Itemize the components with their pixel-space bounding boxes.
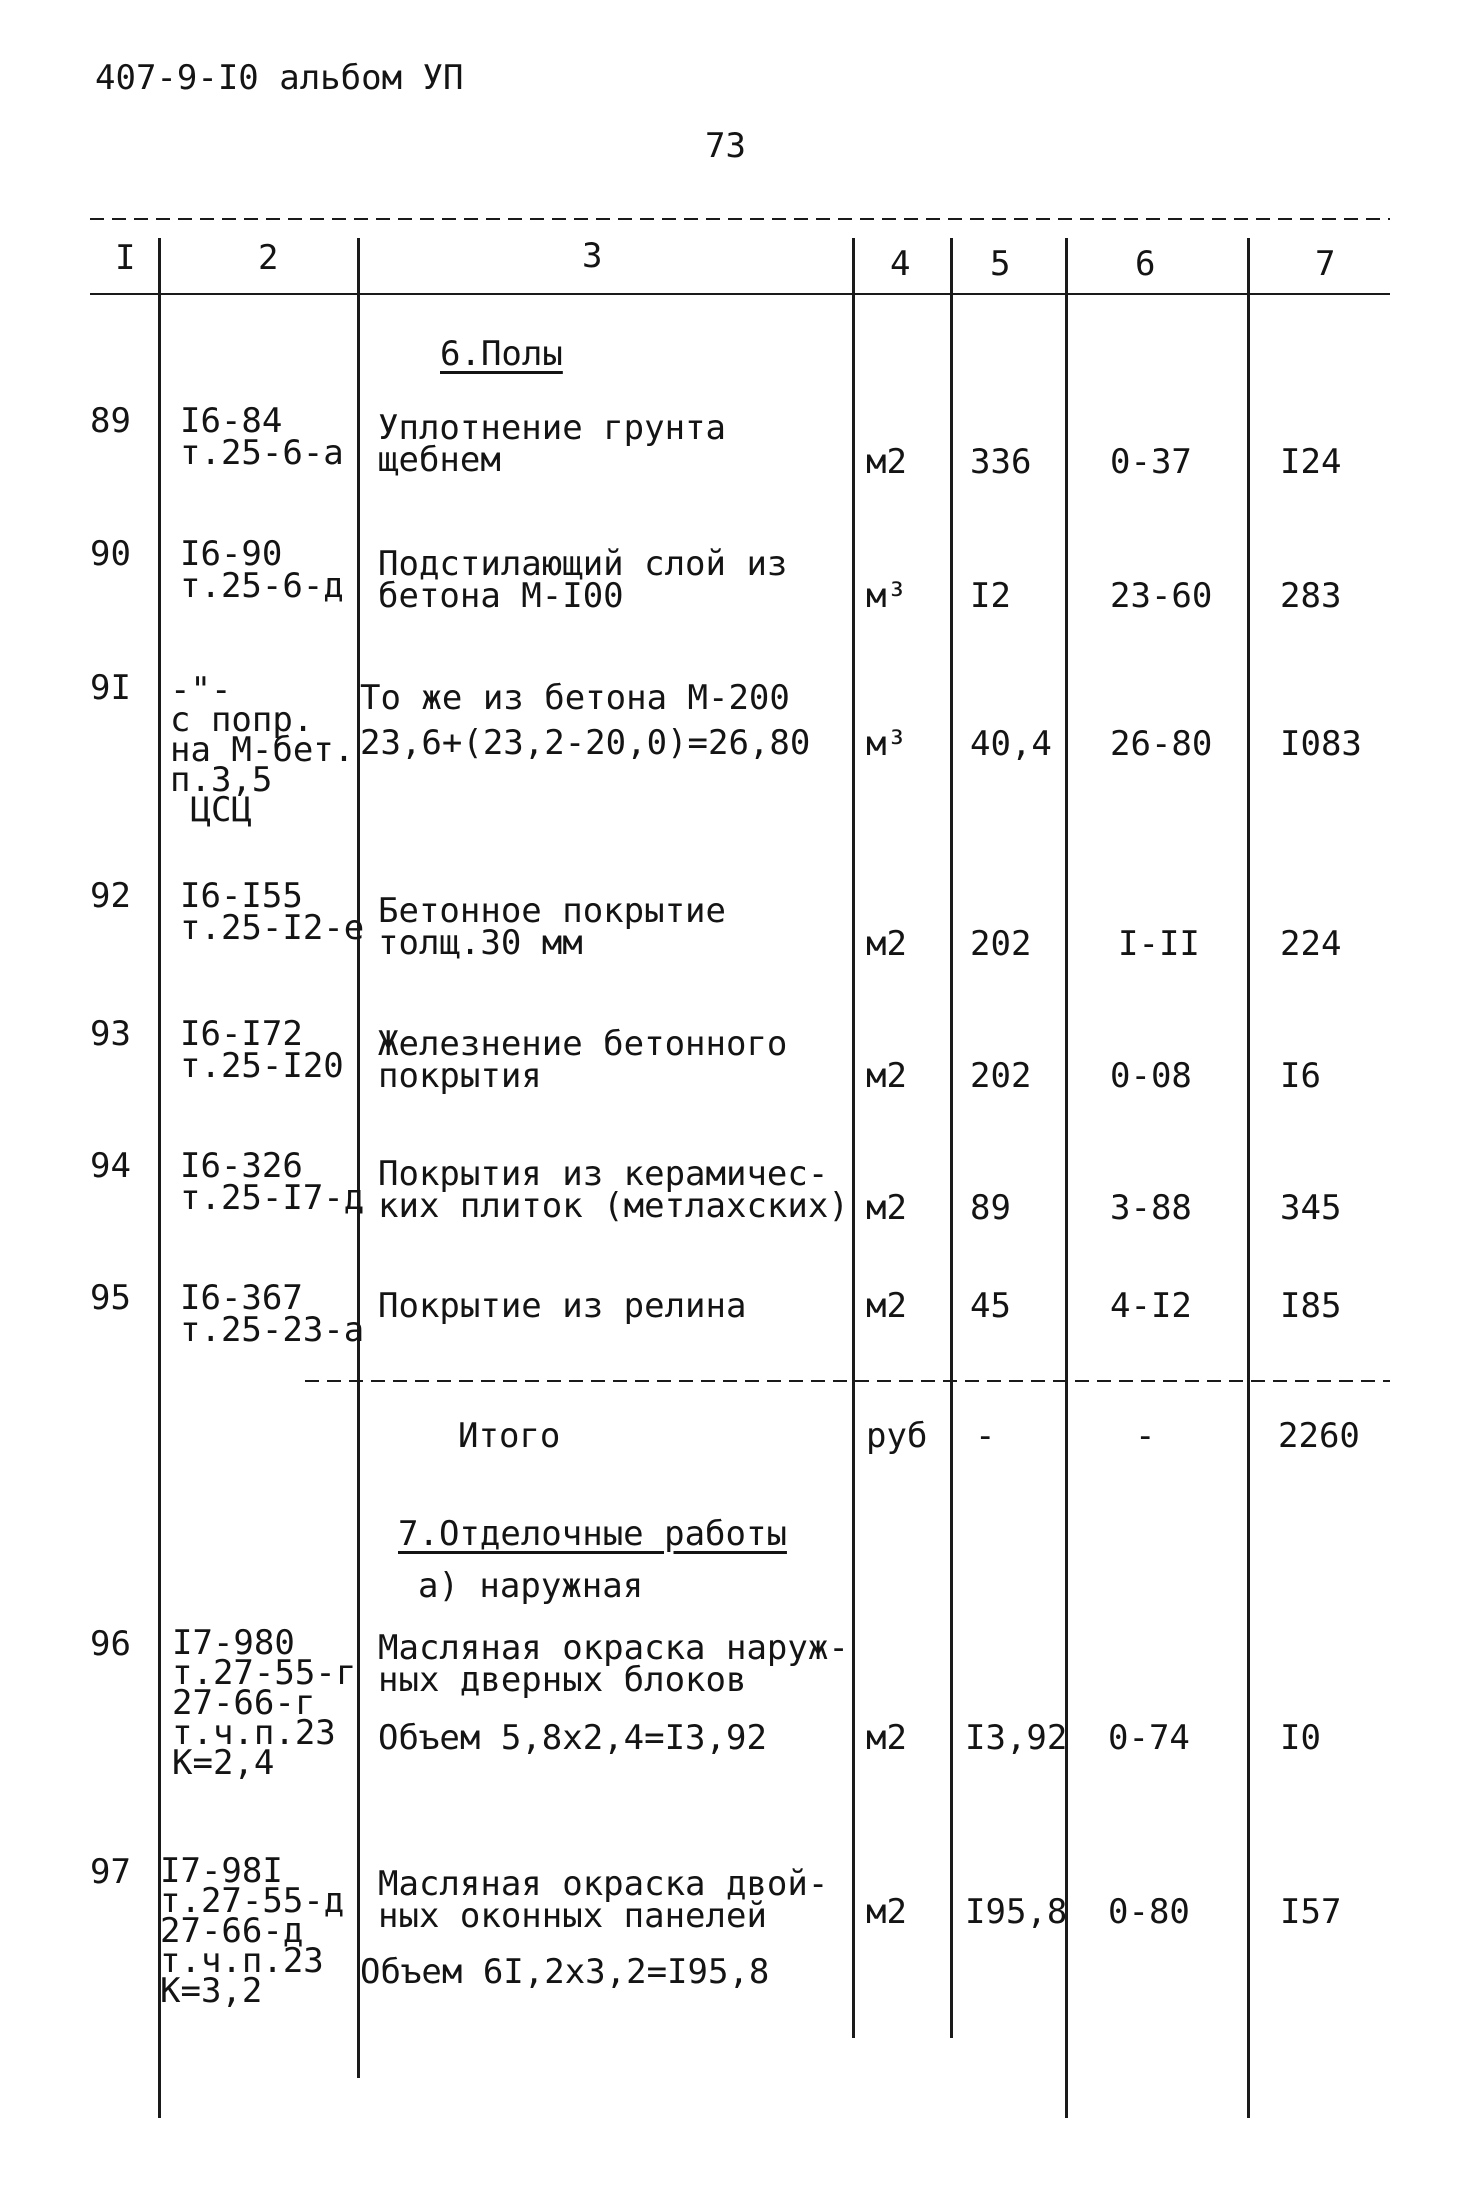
row-number: 92 — [90, 876, 131, 916]
row-unit: м2 — [866, 1188, 907, 1228]
row-number: 93 — [90, 1014, 131, 1054]
row-number: 89 — [90, 401, 131, 441]
row-description: Бетонное покрытие толщ.30 мм — [378, 891, 726, 963]
page-number: 73 — [705, 126, 746, 166]
row-quantity: I95,8 — [965, 1892, 1068, 1932]
table-top-rule — [90, 218, 1390, 220]
row-total: 283 — [1280, 576, 1342, 616]
row-total: I57 — [1280, 1892, 1342, 1932]
row-description: Масляная окраска двой- ных оконных панелей — [378, 1864, 829, 1936]
row-unit: м2 — [866, 442, 907, 482]
row-code: I6-367 т.25-23-а — [180, 1278, 365, 1350]
column-header-1: I — [115, 238, 136, 278]
row-quantity: I2 — [970, 576, 1011, 616]
column-header-7: 7 — [1315, 244, 1336, 284]
row-price: 3-88 — [1110, 1188, 1192, 1228]
row-price: 0-80 — [1108, 1892, 1190, 1932]
row-code: I7-98I т.27-55-д 27-66-д т.ч.п.23 К=3,2 — [160, 1851, 345, 2011]
row-total: I0 — [1280, 1718, 1321, 1758]
row-description: Уплотнение грунта щебнем — [378, 408, 726, 480]
row-unit: м2 — [866, 1892, 907, 1932]
row-total: 345 — [1280, 1188, 1342, 1228]
column-header-3: 3 — [582, 236, 603, 276]
row-number: 90 — [90, 534, 131, 574]
row-unit: м2 — [866, 1286, 907, 1326]
row-unit: м³ — [866, 576, 907, 616]
column-divider-6 — [1247, 238, 1250, 2118]
row-number: 94 — [90, 1146, 131, 1186]
row-total: I24 — [1280, 442, 1342, 482]
row-code: I6-326 т.25-I7-д — [180, 1146, 365, 1218]
row-quantity: 40,4 — [970, 724, 1052, 764]
row-quantity: I3,92 — [965, 1718, 1068, 1758]
row-total: I85 — [1280, 1286, 1342, 1326]
row-code: I6-I55 т.25-I2-е — [180, 876, 365, 948]
column-header-5: 5 — [990, 244, 1011, 284]
row-total: I6 — [1280, 1056, 1321, 1096]
row-quantity: 336 — [970, 442, 1032, 482]
row-description: То же из бетона М-200 23,6+(23,2-20,0)=26,80 — [360, 678, 811, 763]
row-price: 0-08 — [1110, 1056, 1192, 1096]
row-price: I-II — [1118, 924, 1200, 964]
header-bottom-rule — [90, 293, 1390, 295]
row-unit: м2 — [866, 1718, 907, 1758]
column-divider-4 — [950, 238, 953, 2038]
row-quantity: 45 — [970, 1286, 1011, 1326]
column-header-4: 4 — [890, 244, 911, 284]
row-code: -"- с попр. на М-бет. п.3,5 ЦСЦ — [170, 670, 355, 830]
total-amount: 2260 — [1278, 1416, 1360, 1456]
row-number: 97 — [90, 1852, 131, 1892]
row-code: I6-I72 т.25-I20 — [180, 1014, 344, 1086]
total-label: Итого — [458, 1416, 561, 1456]
row-quantity: 202 — [970, 1056, 1032, 1096]
row-description-volume: Объем 6I,2х3,2=I95,8 — [360, 1952, 770, 1992]
row-description: Покрытие из релина — [378, 1286, 747, 1326]
row-price: 26-80 — [1110, 724, 1213, 764]
row-quantity: 89 — [970, 1188, 1011, 1228]
section-heading-finishing: 7.Отделочные работы — [398, 1514, 787, 1554]
subtotal-rule — [305, 1380, 1390, 1382]
document-code: 407-9-I0 альбом УП — [95, 58, 464, 98]
row-price: 23-60 — [1110, 576, 1213, 616]
row-unit: м2 — [866, 924, 907, 964]
row-number: 95 — [90, 1278, 131, 1318]
row-description: Масляная окраска наруж- ных дверных блоков — [378, 1628, 849, 1700]
row-unit: м2 — [866, 1056, 907, 1096]
section-heading-floors: 6.Полы — [440, 334, 563, 374]
row-description-volume: Объем 5,8х2,4=I3,92 — [378, 1718, 767, 1758]
row-description: Железнение бетонного покрытия — [378, 1024, 788, 1096]
row-number: 9I — [90, 668, 131, 708]
row-code: I6-84 т.25-6-а — [180, 401, 344, 473]
row-code: I7-980 т.27-55-г 27-66-г т.ч.п.23 К=2,4 — [172, 1623, 357, 1783]
total-unit: руб — [866, 1416, 928, 1456]
row-price: 0-74 — [1108, 1718, 1190, 1758]
column-divider-5 — [1065, 238, 1068, 2118]
row-total: 224 — [1280, 924, 1342, 964]
total-price: - — [1135, 1416, 1156, 1456]
row-unit: м³ — [866, 724, 907, 764]
row-number: 96 — [90, 1624, 131, 1664]
row-price: 4-I2 — [1110, 1286, 1192, 1326]
row-quantity: 202 — [970, 924, 1032, 964]
row-code: I6-90 т.25-6-д — [180, 534, 344, 606]
column-header-2: 2 — [258, 238, 279, 278]
total-quantity: - — [975, 1416, 996, 1456]
row-total: I083 — [1280, 724, 1362, 764]
column-header-6: 6 — [1135, 244, 1156, 284]
row-description: Подстилающий слой из бетона М-I00 — [378, 544, 788, 616]
row-description: Покрытия из керамичес- ких плиток (метлахских) — [378, 1154, 849, 1226]
column-divider-1 — [158, 238, 161, 2118]
section-subheading-exterior: а) наружная — [418, 1566, 644, 1606]
row-price: 0-37 — [1110, 442, 1192, 482]
column-divider-3 — [852, 238, 855, 2038]
